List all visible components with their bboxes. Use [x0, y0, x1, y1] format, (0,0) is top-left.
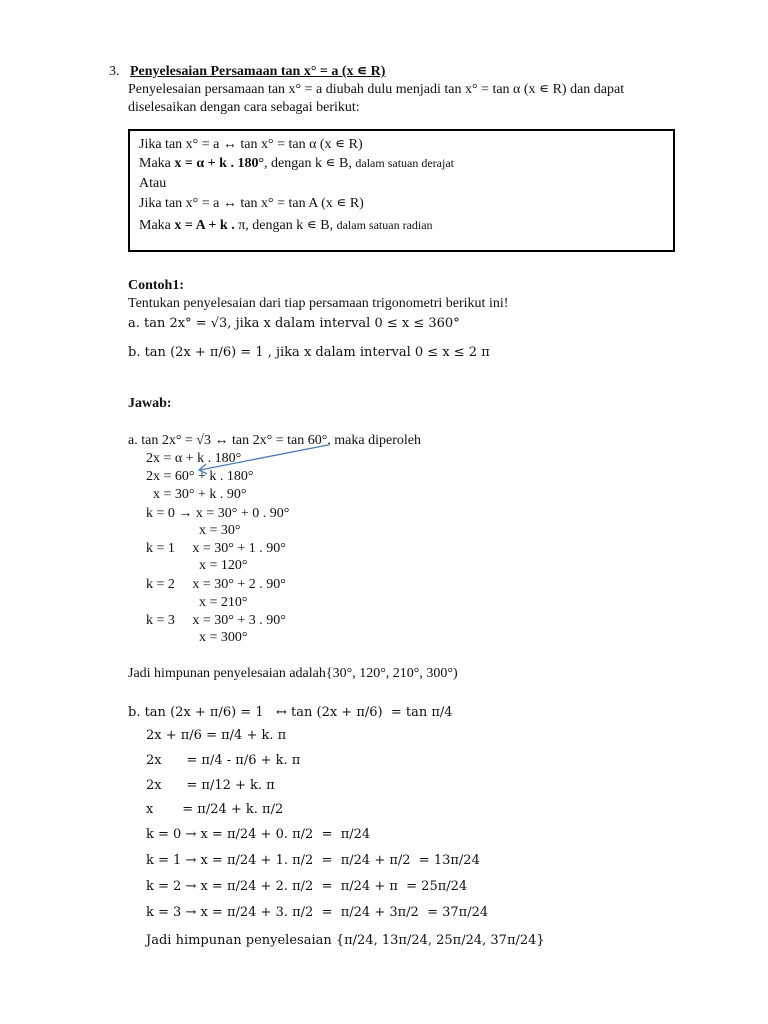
intro-line-2: diselesaikan dengan cara sebagai berikut: [128, 100, 360, 115]
jawab-a-line: k = 0 → x = 30° + 0 . 90° [146, 506, 290, 521]
rule-line-5-lead: Maka [139, 218, 175, 233]
jawab-b-line: b. tan (2x + π/6) = 1 ↔ tan (2x + π/6) = tan π/4 [128, 705, 453, 720]
jawab-a-line: x = 210° [199, 595, 248, 610]
jawab-b-line: x = π/24 + k. π/2 [146, 802, 284, 817]
jawab-a-line: x = 300° [199, 630, 248, 645]
rule-line-3: Atau [139, 176, 167, 191]
jawab-a-line: k = 3 x = 30° + 3 . 90° [146, 613, 286, 628]
jawab-a-conclusion: Jadi himpunan penyelesaian adalah{30°, 120°, 210°, 300°) [128, 666, 458, 681]
jawab-b-line: k = 2 → x = π/24 + 2. π/2 = π/24 + π = 25π/24 [146, 879, 468, 894]
jawab-a-line: 2x = 60° + k . 180° [146, 469, 254, 484]
jawab-b-line: k = 1 → x = π/24 + 1. π/2 = π/24 + π/2 = 13π/24 [146, 853, 480, 868]
contoh-item-a: a. tan 2x° = √3, jika x dalam interval 0 ≤ x ≤ 360° [128, 316, 460, 331]
contoh-prompt: Tentukan penyelesaian dari tiap persamaan trigonometri berikut ini! [128, 296, 509, 311]
jawab-a-line: x = 120° [199, 558, 248, 573]
contoh-title: Contoh1: [128, 278, 185, 293]
rule-line-5-formula: x = A + k . [174, 218, 235, 233]
jawab-a-line: k = 1 x = 30° + 1 . 90° [146, 541, 286, 556]
rule-line-2-rest: , dengan k ∊ B, [264, 156, 356, 171]
jawab-a-line: x = 30° [199, 523, 241, 538]
section-number: 3. [109, 64, 120, 79]
annotation-arrow-shaft [200, 445, 328, 470]
jawab-b-line: k = 0 → x = π/24 + 0. π/2 = π/24 [146, 827, 371, 842]
jawab-a-line: x = 30° + k . 90° [153, 487, 247, 502]
jawab-a-line: k = 2 x = 30° + 2 . 90° [146, 577, 286, 592]
jawab-a-line: 2x = α + k . 180° [146, 451, 242, 466]
jawab-title: Jawab: [128, 396, 172, 411]
rule-line-1: Jika tan x° = a ↔ tan x° = tan α (x ∊ R) [139, 137, 363, 152]
jawab-b-conclusion: Jadi himpunan penyelesaian {π/24, 13π/24, 25π/24, 37π/24} [146, 933, 545, 948]
rule-line-5-rest: π, dengan k ∊ B, [234, 218, 337, 233]
intro-line-1: Penyelesaian persamaan tan x° = a diubah dulu menjadi tan x° = tan α (x ∊ R) dan dapat [128, 82, 625, 97]
rule-line-2-formula: x = α + k . 180° [174, 156, 265, 171]
jawab-a-line: a. tan 2x° = √3 ↔ tan 2x° = tan 60°, maka diperoleh [128, 433, 421, 448]
jawab-b-line: k = 3 → x = π/24 + 3. π/2 = π/24 + 3π/2 = 37π/24 [146, 905, 489, 920]
jawab-b-line: 2x + π/6 = π/4 + k. π [146, 728, 287, 743]
rule-line-5-unit: dalam satuan radian [336, 218, 433, 232]
jawab-b-line: 2x = π/12 + k. π [146, 778, 275, 793]
contoh-item-b: b. tan (2x + π/6) = 1 , jika x dalam interval 0 ≤ x ≤ 2 π [128, 345, 490, 360]
rule-line-4: Jika tan x° = a ↔ tan x° = tan A (x ∊ R) [139, 196, 364, 211]
rule-line-2-unit: dalam satuan derajat [355, 156, 454, 170]
rule-line-2-lead: Maka [139, 156, 175, 171]
section-heading-text: Penyelesaian Persamaan tan x° = a (x ∊ R) [130, 64, 386, 79]
jawab-b-line: 2x = π/4 - π/6 + k. π [146, 753, 301, 768]
